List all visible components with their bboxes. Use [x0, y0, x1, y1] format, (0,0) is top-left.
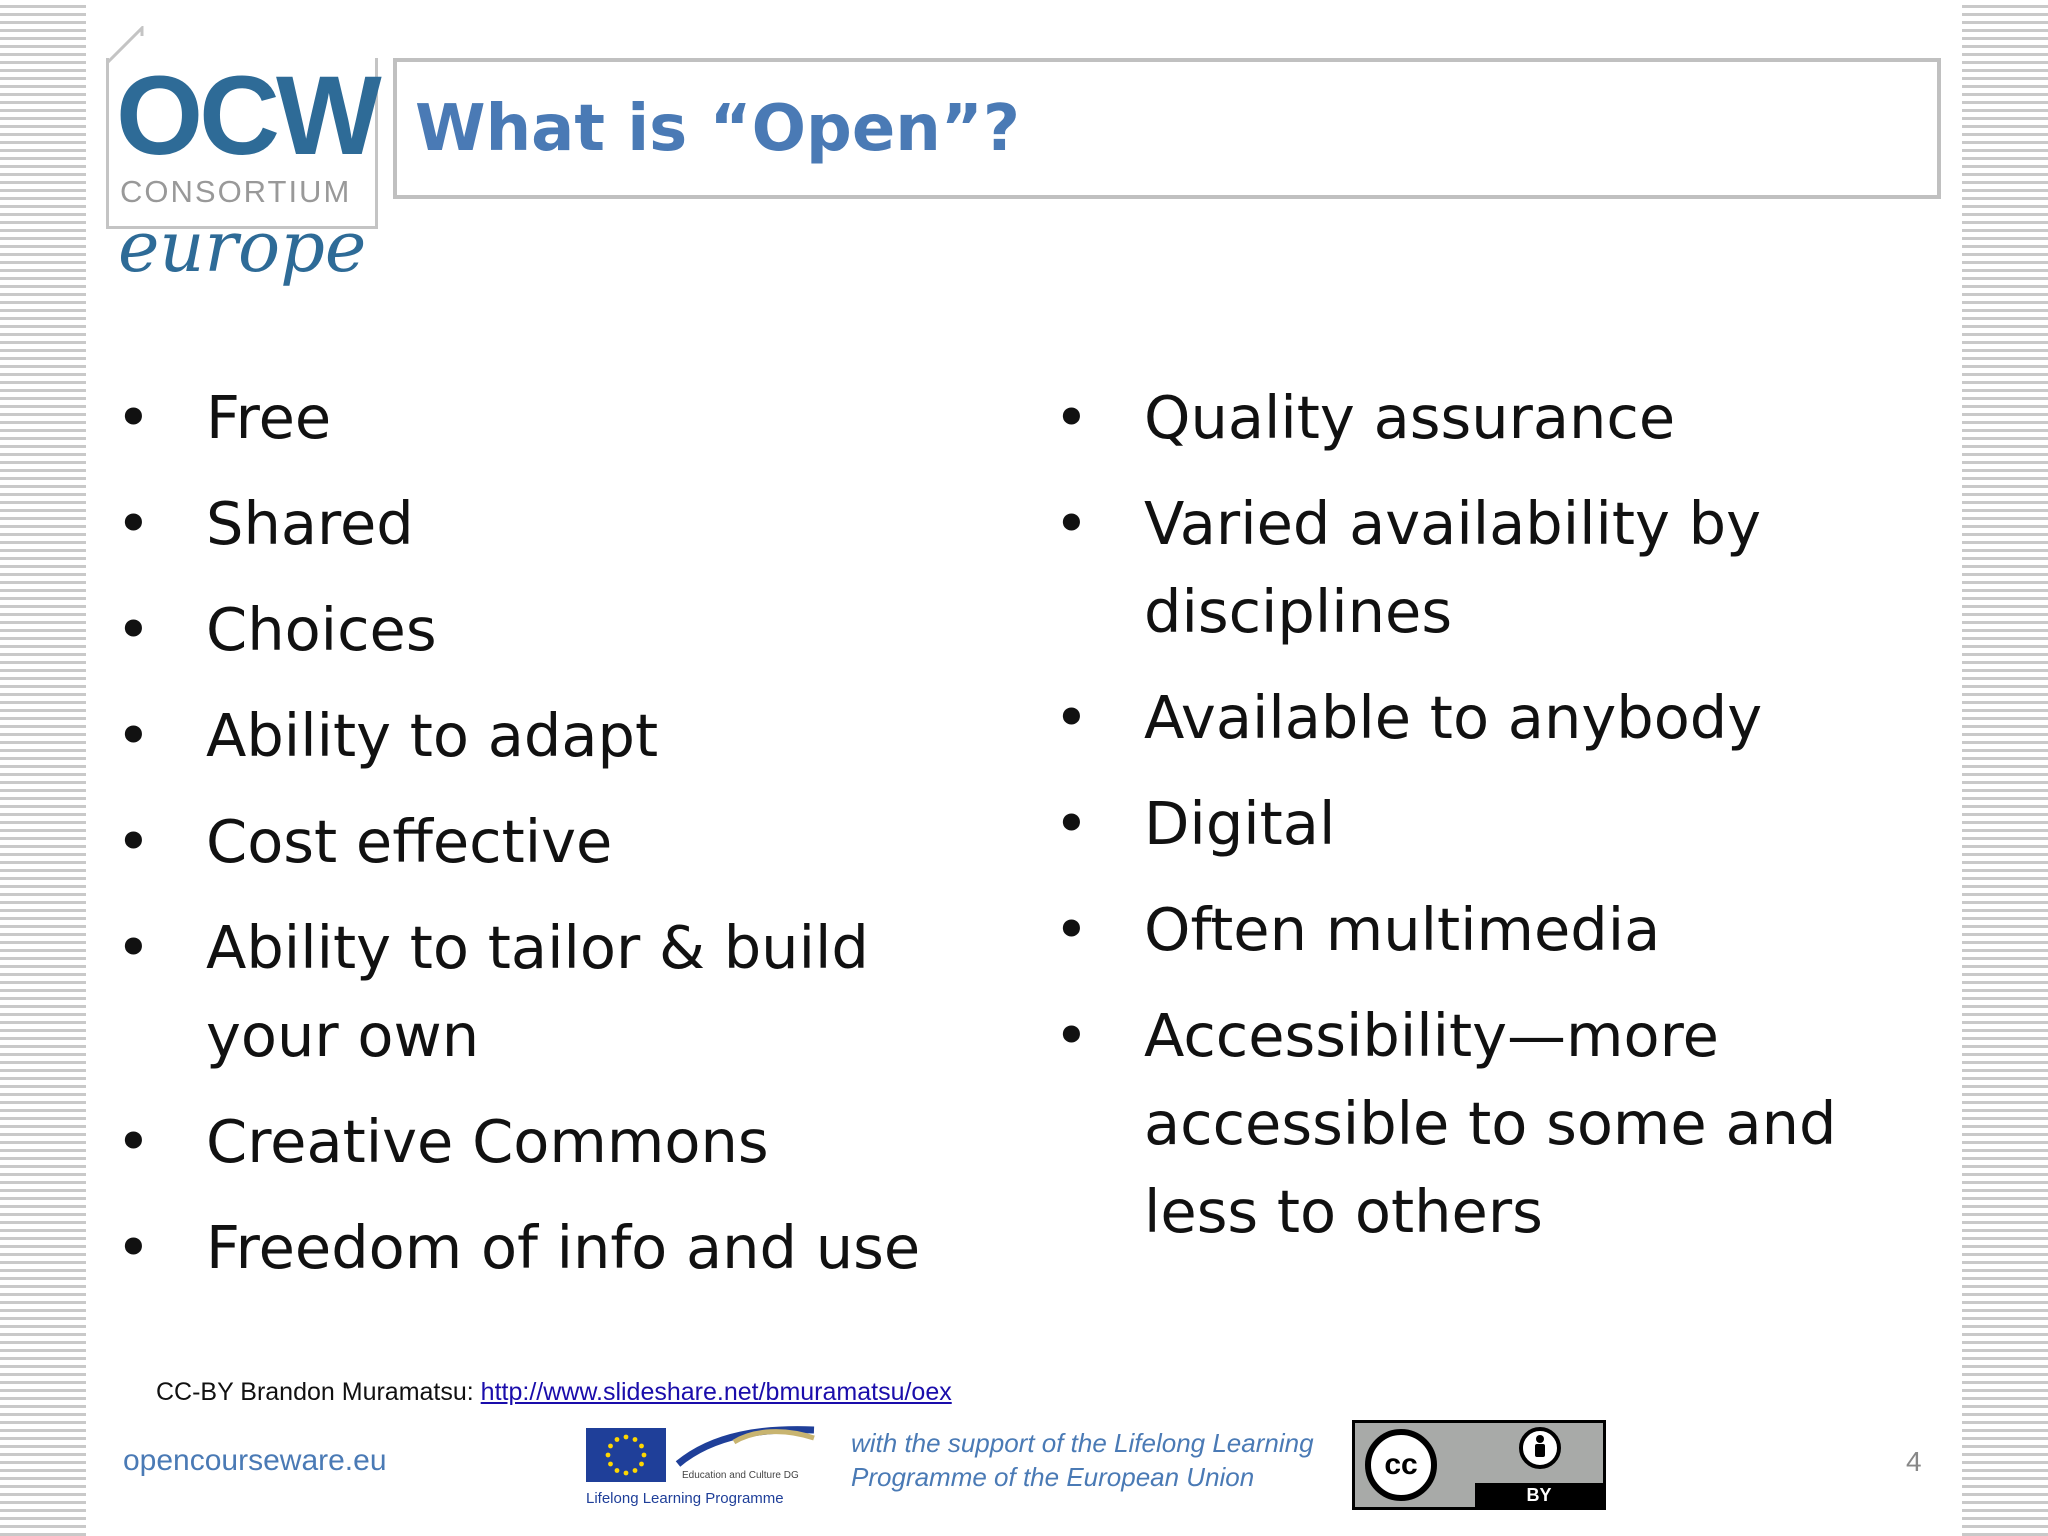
credit-text: CC-BY Brandon Muramatsu: [156, 1378, 481, 1406]
bullet-icon: • [116, 595, 151, 664]
list-item [116, 480, 1016, 568]
logo-ocw-text: OCW [116, 53, 378, 178]
bullet-icon: • [1054, 489, 1089, 558]
bullet-icon: • [1054, 383, 1089, 452]
list-item [1054, 886, 1934, 974]
title-box [393, 58, 1941, 199]
credit-link[interactable]: http://www.slideshare.net/bmuramatsu/oex [480, 1378, 952, 1406]
bullet-icon: • [116, 913, 151, 982]
bullet-icon: • [1054, 1001, 1089, 1070]
eu-lifelong-learning-logo [586, 1424, 821, 1514]
list-item-text: Often multimedia [1144, 895, 1661, 964]
logo-consortium-text: CONSORTIUM [120, 174, 352, 209]
logo-europe-text: europe [118, 206, 367, 288]
list-item [1054, 674, 1934, 762]
list-item [1054, 374, 1934, 462]
list-item-text: Accessibility—more accessible to some and less to others [1144, 1001, 1837, 1246]
cc-by-license-badge [1352, 1420, 1606, 1510]
bullet-icon: • [1054, 683, 1089, 752]
eu-caption-text: Lifelong Learning Programme [586, 1490, 784, 1507]
list-item-text: Varied availability by disciplines [1144, 489, 1762, 646]
list-item-text: Shared [206, 489, 414, 558]
bullet-icon: • [116, 701, 151, 770]
list-item [116, 692, 1016, 780]
support-text [851, 1426, 1314, 1494]
site-url[interactable]: opencourseware.eu [123, 1444, 387, 1477]
list-item-text: Digital [1144, 789, 1336, 858]
bullet-icon: • [116, 807, 151, 876]
bullet-icon: • [116, 489, 151, 558]
list-item-text: Freedom of info and use [206, 1213, 921, 1282]
list-item [116, 904, 1016, 1080]
cc-by-label: BY [1475, 1483, 1603, 1507]
support-line-1: with the support of the Lifelong Learning [851, 1428, 1314, 1458]
list-item [116, 1098, 1016, 1186]
cc-icon: cc [1365, 1429, 1437, 1501]
list-item-text: Available to anybody [1144, 683, 1763, 752]
slide [86, 0, 1962, 1536]
attribution-person-icon [1519, 1427, 1561, 1469]
list-item [116, 1204, 1016, 1292]
credit-line [156, 1378, 952, 1407]
list-item-text: Ability to adapt [206, 701, 659, 770]
bullet-icon: • [1054, 895, 1089, 964]
right-bullet-list [1054, 374, 1934, 1274]
list-item-text: Free [206, 383, 332, 452]
list-item-text: Choices [206, 595, 437, 664]
bullet-icon: • [116, 1213, 151, 1282]
bullet-icon: • [116, 383, 151, 452]
left-stripe-border [0, 0, 86, 1536]
list-item [1054, 992, 1934, 1256]
list-item [116, 798, 1016, 886]
list-item [116, 374, 1016, 462]
left-bullet-list [116, 374, 1016, 1310]
support-line-2: Programme of the European Union [851, 1462, 1255, 1492]
list-item-text: Cost effective [206, 807, 613, 876]
list-item [116, 586, 1016, 674]
page-number: 4 [1906, 1446, 1922, 1477]
slide-title: What is “Open”? [415, 91, 1020, 166]
list-item-text: Creative Commons [206, 1107, 769, 1176]
list-item [1054, 480, 1934, 656]
eu-dg-text: Education and Culture DG [682, 1470, 799, 1481]
list-item-text: Quality assurance [1144, 383, 1676, 452]
list-item [1054, 780, 1934, 868]
list-item-text: Ability to tailor & build your own [206, 913, 869, 1070]
bullet-icon: • [1054, 789, 1089, 858]
eu-flag-icon [586, 1428, 666, 1482]
bullet-icon: • [116, 1107, 151, 1176]
right-stripe-border [1962, 0, 2048, 1536]
